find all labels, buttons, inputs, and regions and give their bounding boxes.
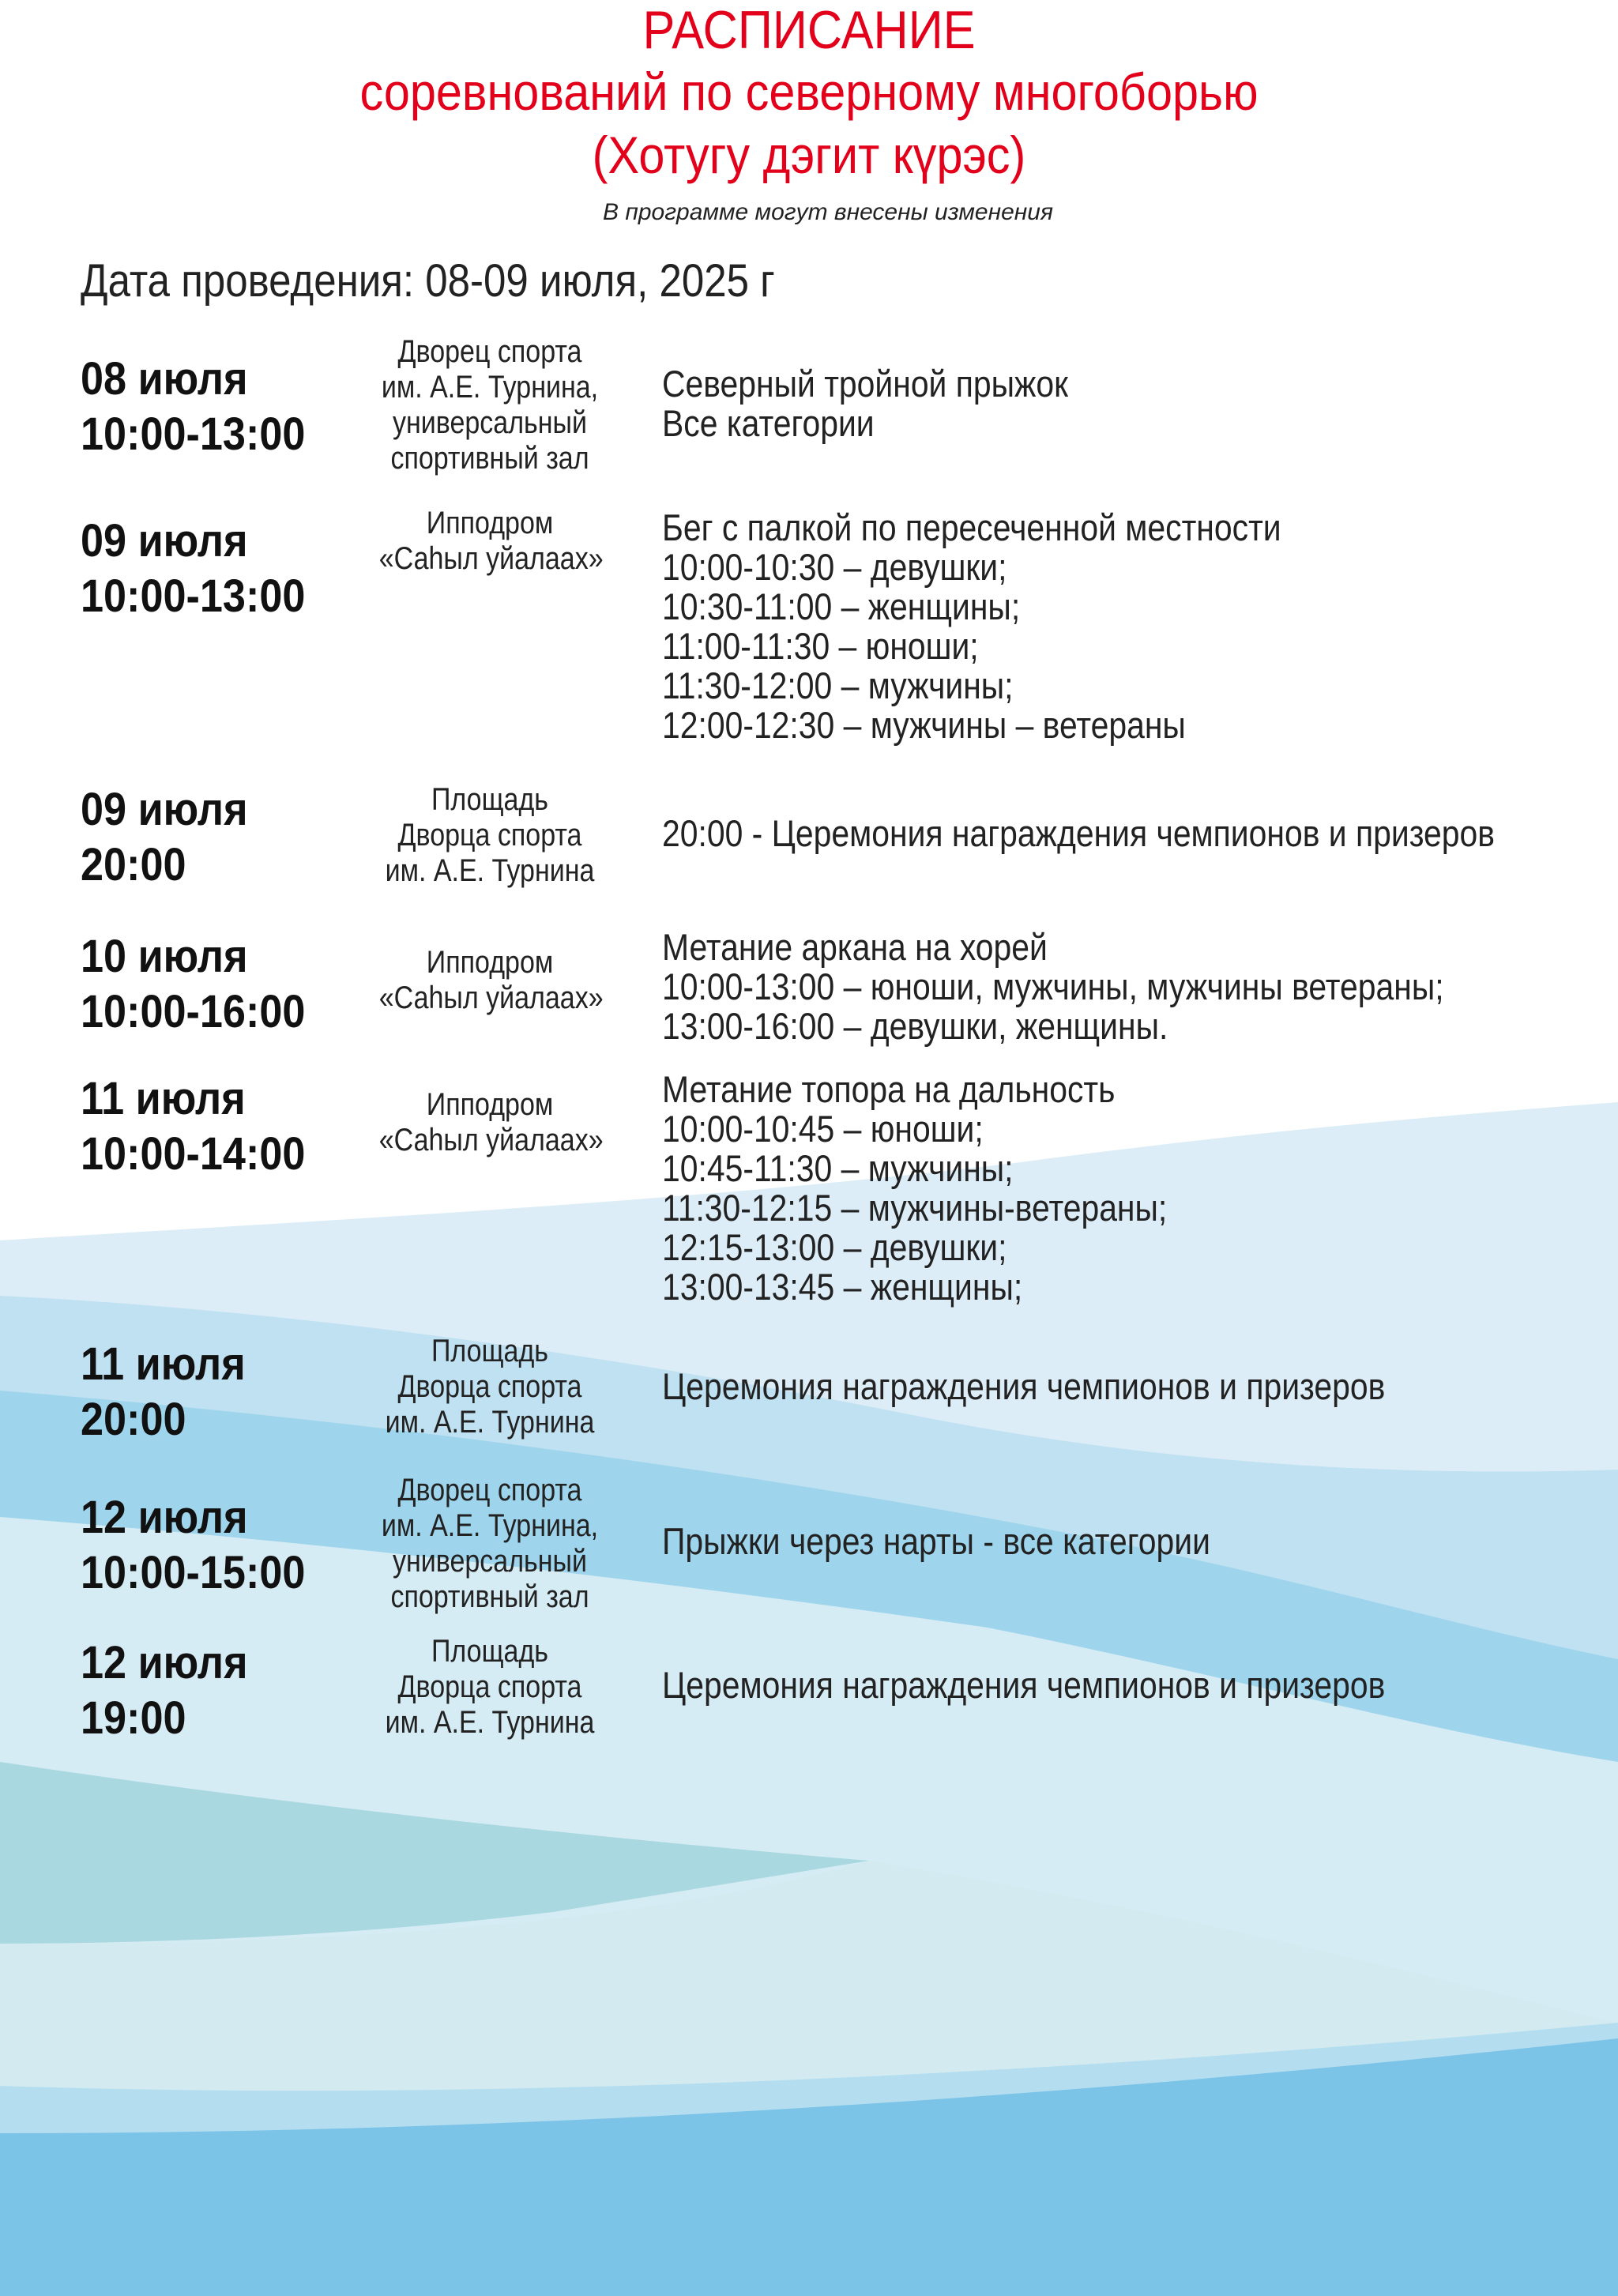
row-time: 10:00-14:00: [81, 1128, 306, 1180]
detail-line: 10:00-10:30 – девушки;: [662, 546, 1007, 588]
row-details: [662, 1367, 1385, 1406]
row-time: 20:00: [81, 1394, 186, 1445]
venue-line: Площадь: [431, 1634, 549, 1669]
venue-line: «Саһыл уйалаах»: [378, 1123, 604, 1157]
row-date: 12 июля: [81, 1637, 248, 1688]
row-details: [662, 1666, 1385, 1705]
row-venue: [359, 1634, 620, 1741]
detail-line: 12:15-13:00 – девушки;: [662, 1226, 1007, 1268]
row-date: 11 июля: [81, 1338, 246, 1390]
row-date-time: [81, 1490, 305, 1601]
venue-line: Дворца спорта: [397, 1669, 582, 1704]
venue-line: спортивный зал: [390, 441, 589, 476]
venue-line: Дворец спорта: [397, 1473, 582, 1507]
venue-line: универсальный: [393, 1544, 587, 1579]
detail-line: 11:00-11:30 – юноши;: [662, 625, 979, 667]
detail-line: Северный тройной прыжок: [662, 363, 1069, 405]
detail-line: Прыжки через нарты - все категории: [662, 1520, 1210, 1562]
venue-line: Площадь: [431, 1334, 549, 1368]
row-time: 10:00-15:00: [81, 1547, 306, 1598]
detail-line: Церемония награждения чемпионов и призеров: [662, 1365, 1386, 1407]
row-date: 10 июля: [81, 931, 248, 982]
venue-line: им. А.Е. Турнина: [385, 1705, 595, 1740]
venue-line: Дворца спорта: [397, 818, 582, 853]
venue-line: Ипподром: [426, 945, 554, 980]
row-time: 10:00-16:00: [81, 986, 306, 1037]
page-subtitle-local: (Хотугу дэгит күрэс): [592, 126, 1026, 184]
row-details: [662, 928, 1444, 1046]
venue-line: им. А.Е. Турнина,: [381, 1508, 599, 1543]
page-title: РАСПИСАНИЕ: [642, 0, 976, 60]
detail-line: 10:00-13:00 – юноши, мужчины, мужчины ветераны;: [662, 965, 1444, 1007]
row-date: 09 июля: [81, 515, 248, 566]
venue-line: спортивный зал: [390, 1579, 589, 1614]
row-date-time: [81, 1337, 246, 1447]
detail-line: Метание топора на дальность: [662, 1068, 1116, 1110]
row-date-time: [81, 1635, 248, 1746]
row-venue: [359, 945, 620, 1016]
detail-line: Бег с палкой по пересеченной местности: [662, 506, 1281, 548]
venue-line: универсальный: [393, 405, 587, 440]
detail-line: 13:00-13:45 – женщины;: [662, 1266, 1023, 1308]
row-venue: [359, 1087, 620, 1158]
row-date-time: [81, 929, 305, 1040]
row-date: 09 июля: [81, 784, 248, 835]
row-details: [662, 814, 1495, 853]
row-date: 08 июля: [81, 353, 248, 405]
changes-note: В программе могут внесены изменения: [603, 199, 1053, 225]
row-time: 19:00: [81, 1692, 186, 1744]
row-date: 12 июля: [81, 1492, 248, 1543]
row-details: [662, 1070, 1167, 1307]
row-venue: [359, 782, 620, 889]
venue-line: Площадь: [431, 782, 549, 817]
detail-line: Метание аркана на хорей: [662, 926, 1048, 968]
venue-line: Дворец спорта: [397, 334, 582, 369]
row-venue: [359, 1473, 620, 1615]
venue-line: Ипподром: [426, 1087, 554, 1122]
row-venue: [359, 334, 620, 476]
venue-line: «Саһыл уйалаах»: [378, 981, 604, 1015]
row-details: [662, 508, 1281, 745]
row-time: 10:00-13:00: [81, 408, 306, 460]
venue-line: Ипподром: [426, 506, 554, 540]
row-date-time: [81, 782, 248, 893]
row-time: 10:00-13:00: [81, 570, 306, 622]
detail-line: Все категории: [662, 402, 875, 444]
row-details: [662, 1522, 1210, 1561]
venue-line: «Саһыл уйалаах»: [378, 541, 604, 576]
venue-line: им. А.Е. Турнина,: [381, 370, 599, 405]
venue-line: Дворца спорта: [397, 1369, 582, 1404]
row-time: 20:00: [81, 839, 186, 890]
detail-line: 13:00-16:00 – девушки, женщины.: [662, 1005, 1168, 1047]
detail-line: 10:30-11:00 – женщины;: [662, 585, 1021, 627]
row-date: 11 июля: [81, 1073, 246, 1124]
row-details: [662, 364, 1068, 443]
page-subtitle: соревнований по северному многоборью: [359, 62, 1259, 121]
event-dates: Дата проведения: 08-09 июля, 2025 г: [81, 255, 775, 307]
detail-line: 10:45-11:30 – мужчины;: [662, 1147, 1014, 1189]
detail-line: 12:00-12:30 – мужчины – ветераны: [662, 704, 1186, 746]
detail-line: Церемония награждения чемпионов и призеров: [662, 1664, 1386, 1706]
row-date-time: [81, 1071, 305, 1182]
detail-line: 11:30-12:15 – мужчины-ветераны;: [662, 1187, 1168, 1229]
row-date-time: [81, 514, 305, 624]
detail-line: 11:30-12:00 – мужчины;: [662, 664, 1014, 706]
detail-line: 20:00 - Церемония награждения чемпионов и призеров: [662, 812, 1495, 854]
venue-line: им. А.Е. Турнина: [385, 1405, 595, 1440]
row-venue: [359, 506, 620, 577]
row-date-time: [81, 352, 305, 462]
detail-line: 10:00-10:45 – юноши;: [662, 1108, 984, 1150]
row-venue: [359, 1334, 620, 1440]
venue-line: им. А.Е. Турнина: [385, 853, 595, 888]
